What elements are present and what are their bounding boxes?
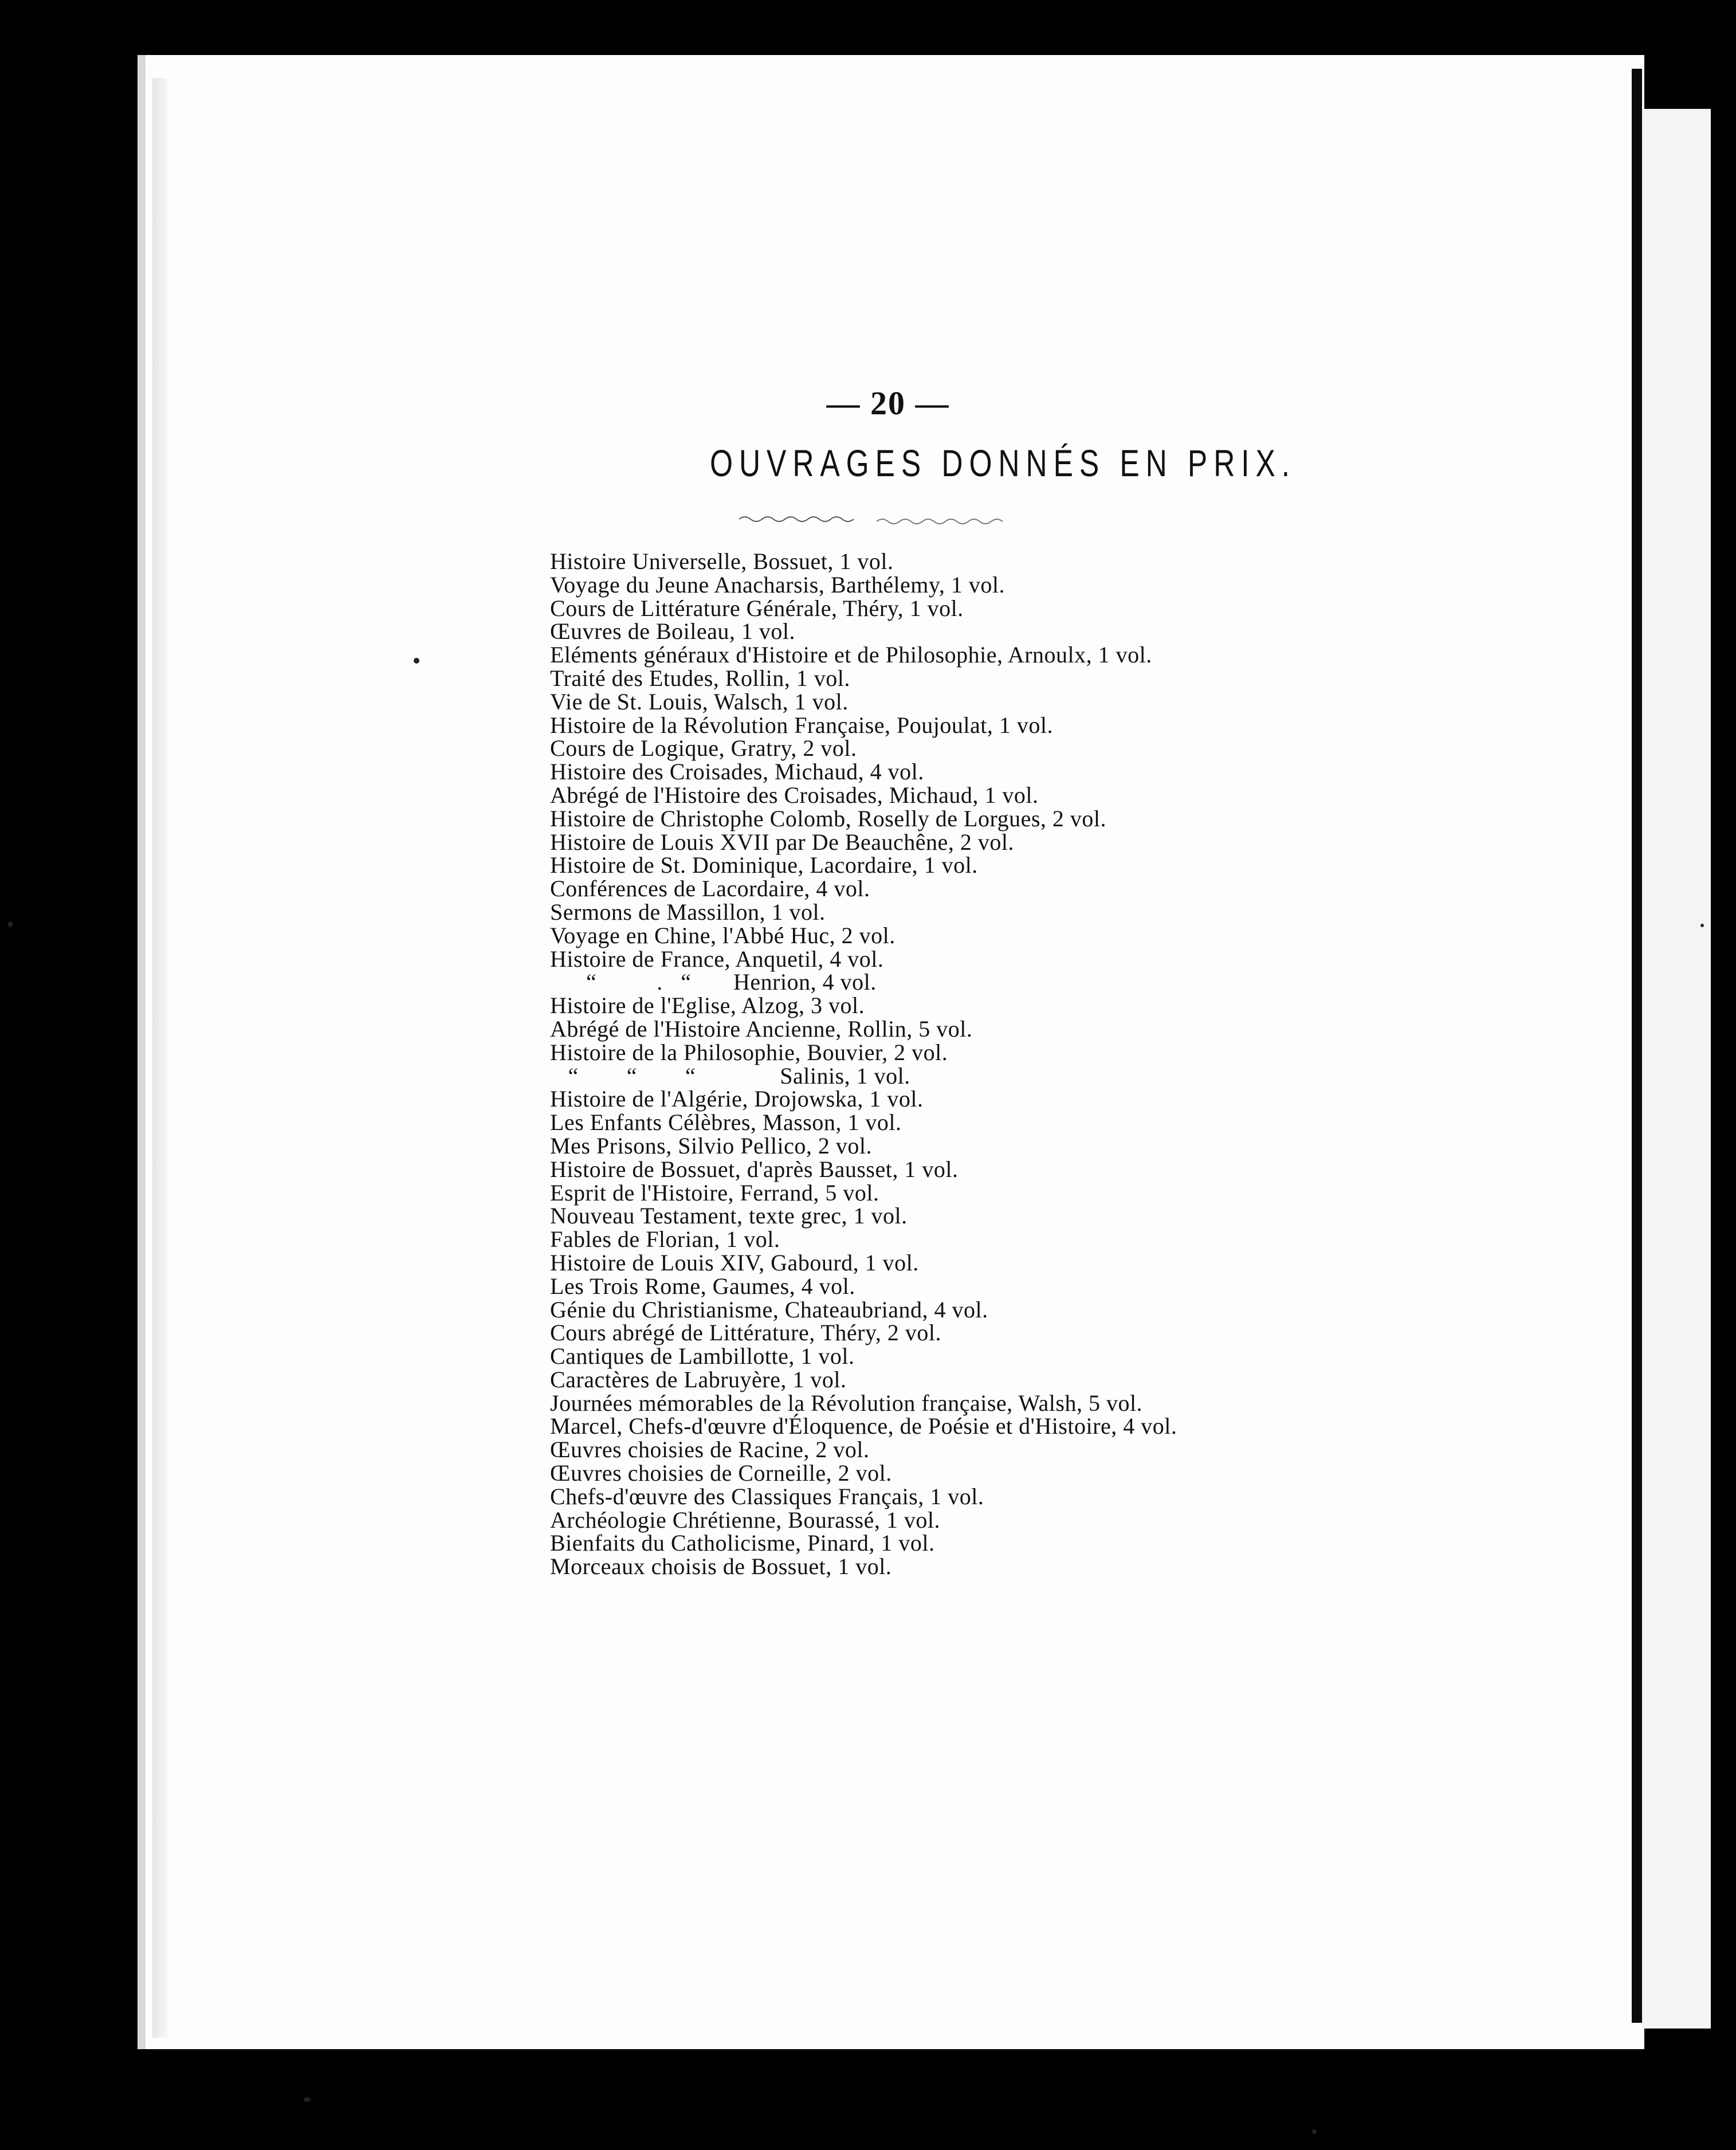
list-item: “ . “ Henrion, 4 vol. — [550, 969, 877, 995]
prize-books-list — [550, 550, 1581, 1579]
list-item: Histoire de Bossuet, d'après Bausset, 1 vol. — [550, 1156, 959, 1182]
list-item: Fables de Florian, 1 vol. — [550, 1226, 780, 1253]
list-item: Abrégé de l'Histoire Ancienne, Rollin, 5 vol. — [550, 1015, 973, 1042]
list-item: Caractères de Labruyère, 1 vol. — [550, 1366, 847, 1392]
list-item: Œuvres choisies de Corneille, 2 vol. — [550, 1460, 892, 1486]
list-item: Histoire de la Philosophie, Bouvier, 2 vol. — [550, 1039, 948, 1065]
list-item: Voyage du Jeune Anacharsis, Barthélemy, 1 vol. — [550, 571, 1005, 598]
list-item: Histoire de l'Algérie, Drojowska, 1 vol. — [550, 1086, 924, 1112]
list-item: Histoire de St. Dominique, Lacordaire, 1 vol. — [550, 852, 978, 878]
list-item: Cantiques de Lambillotte, 1 vol. — [550, 1343, 855, 1370]
adjacent-page-edge — [1642, 109, 1711, 2029]
decorative-rule — [739, 511, 1014, 528]
list-item: Sermons de Massillon, 1 vol. — [550, 899, 826, 925]
list-item: Génie du Christianisme, Chateaubriand, 4 vol. — [550, 1296, 988, 1323]
list-item: Marcel, Chefs-d'œuvre d'Éloquence, de Poésie et d'Histoire, 4 vol. — [550, 1413, 1177, 1439]
scan-speck — [8, 921, 13, 927]
list-item: Cours de Logique, Gratry, 2 vol. — [550, 735, 857, 762]
list-item: Voyage en Chine, l'Abbé Huc, 2 vol. — [550, 922, 896, 948]
list-item: Histoire de Louis XVII par De Beauchêne, 2 vol. — [550, 829, 1014, 855]
list-item: Vie de St. Louis, Walsch, 1 vol. — [550, 688, 849, 715]
scan-speck — [1312, 2129, 1317, 2134]
page-edge-shadow — [152, 78, 167, 2038]
list-item: Œuvres choisies de Racine, 2 vol. — [550, 1437, 870, 1463]
list-item: Histoire des Croisades, Michaud, 4 vol. — [550, 759, 924, 785]
list-item: Esprit de l'Histoire, Ferrand, 5 vol. — [550, 1179, 879, 1206]
list-item: Nouveau Testament, texte grec, 1 vol. — [550, 1203, 908, 1229]
list-item: Œuvres de Boileau, 1 vol. — [550, 618, 795, 645]
list-item: Histoire de Christophe Colomb, Roselly de Lorgues, 2 vol. — [550, 805, 1107, 831]
list-item: Eléments généraux d'Histoire et de Philosophie, Arnoulx, 1 vol. — [550, 642, 1152, 668]
list-item: Histoire de la Révolution Française, Poujoulat, 1 vol. — [550, 712, 1053, 738]
list-item: Histoire de l'Eglise, Alzog, 3 vol. — [550, 992, 865, 1019]
page-number: — 20 — — [826, 385, 950, 422]
binding-gutter — [1632, 69, 1642, 2023]
list-item: “ “ “ Salinis, 1 vol. — [550, 1062, 910, 1089]
list-item: Cours abrégé de Littérature, Théry, 2 vol. — [550, 1320, 941, 1346]
list-item: Histoire Universelle, Bossuet, 1 vol. — [550, 548, 894, 574]
list-item: Conférences de Lacordaire, 4 vol. — [550, 876, 870, 902]
list-item: Chefs-d'œuvre des Classiques Français, 1 vol. — [550, 1483, 984, 1509]
list-item: Cours de Littérature Générale, Théry, 1 vol. — [550, 595, 964, 621]
page-title: OUVRAGES DONNÉS EN PRIX. — [710, 442, 1296, 484]
list-item: Abrégé de l'Histoire des Croisades, Michaud, 1 vol. — [550, 782, 1039, 808]
list-item: Morceaux choisis de Bossuet, 1 vol. — [550, 1553, 892, 1580]
list-item: Histoire de Louis XIV, Gabourd, 1 vol. — [550, 1249, 919, 1276]
scan-speck — [304, 2097, 311, 2102]
scan-speck — [414, 658, 419, 664]
list-item: Les Enfants Célèbres, Masson, 1 vol. — [550, 1109, 902, 1136]
scan-speck — [1700, 924, 1704, 927]
list-item: Archéologie Chrétienne, Bourassé, 1 vol. — [550, 1506, 940, 1533]
list-item: Les Trois Rome, Gaumes, 4 vol. — [550, 1273, 855, 1299]
list-item: Bienfaits du Catholicisme, Pinard, 1 vol. — [550, 1530, 935, 1556]
list-item: Traité des Etudes, Rollin, 1 vol. — [550, 665, 850, 691]
list-item: Histoire de France, Anquetil, 4 vol. — [550, 945, 884, 972]
list-item: Mes Prisons, Silvio Pellico, 2 vol. — [550, 1132, 872, 1159]
list-item: Journées mémorables de la Révolution française, Walsh, 5 vol. — [550, 1390, 1143, 1416]
